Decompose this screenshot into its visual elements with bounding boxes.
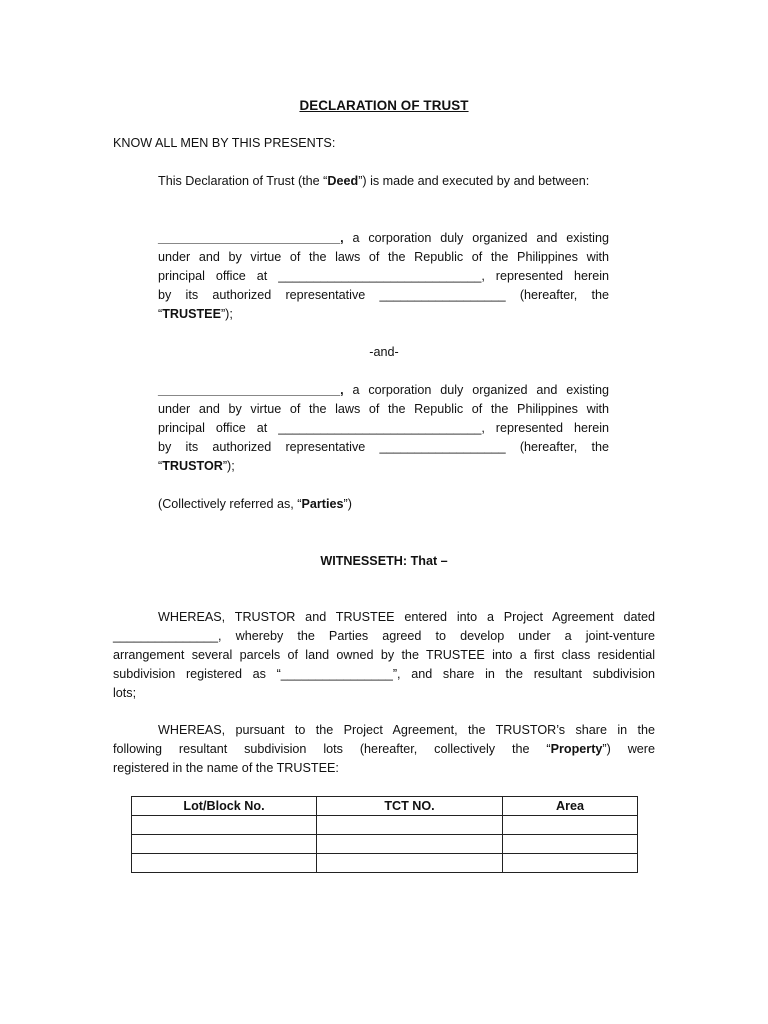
trustor-line-5	[158, 457, 609, 476]
trustor-line-2: under and by virtue of the laws of the Republic of the Philippines with	[158, 402, 609, 416]
header-lot-block: Lot/Block No.	[132, 797, 317, 816]
table-cell	[317, 854, 503, 873]
trustor-line-3: principal office at _____________________________, represented herein	[158, 421, 609, 435]
trustee-line-5	[158, 305, 609, 324]
table-cell	[132, 816, 317, 835]
trustor-label: TRUSTOR	[162, 459, 223, 473]
trustee-quote-open: “	[158, 307, 163, 321]
trustee-line-1-text: a corporation duly organized and existing	[343, 231, 609, 245]
document-title: DECLARATION OF TRUST	[299, 98, 469, 113]
whereas1-line-2: _______________, whereby the Parties agreed to develop under a joint-venture	[113, 629, 655, 643]
trustor-quote-close: ”);	[222, 459, 235, 473]
trustee-line-3: principal office at _____________________________, represented herein	[158, 269, 609, 283]
table-cell	[317, 816, 503, 835]
table-cell	[503, 835, 638, 854]
trustee-line-1	[158, 229, 609, 248]
table-row	[132, 816, 638, 835]
trustor-party-block	[158, 381, 609, 476]
trustor-name-blank: __________________________,	[158, 383, 344, 397]
whereas-paragraph-2	[113, 721, 655, 778]
table-cell	[317, 835, 503, 854]
header-tct-no: TCT NO.	[317, 797, 503, 816]
whereas2-line-2	[113, 740, 655, 759]
opening-line: KNOW ALL MEN BY THIS PRESENTS:	[113, 136, 336, 150]
trustee-line-4: by its authorized representative __________________ (hereafter, the	[158, 288, 609, 302]
table-row	[132, 854, 638, 873]
collective-text-after: ”)	[343, 497, 352, 511]
trustee-label: TRUSTEE	[162, 307, 221, 321]
witnesseth-heading: WITNESSETH: That –	[320, 554, 448, 568]
whereas2-line-3: registered in the name of the TRUSTEE:	[113, 761, 339, 775]
whereas-paragraph-1	[113, 608, 655, 703]
whereas2-text-after: ”) were	[602, 742, 656, 756]
whereas1-line-4: subdivision registered as “________________”, and share in the resultant subdivision	[113, 667, 655, 681]
header-area: Area	[503, 797, 638, 816]
whereas1-line-5: lots;	[113, 686, 137, 700]
whereas2-text-before: following resultant subdivision lots (hereafter, collectively the “	[113, 742, 551, 756]
table-cell	[503, 854, 638, 873]
whereas2-line-1: WHEREAS, pursuant to the Project Agreement, the TRUSTOR’s share in the	[158, 723, 655, 737]
trustee-name-blank: __________________________,	[158, 231, 344, 245]
trustee-line-2: under and by virtue of the laws of the Republic of the Philippines with	[158, 250, 609, 264]
table-cell	[503, 816, 638, 835]
trustor-line-1-text: a corporation duly organized and existing	[343, 383, 609, 397]
intro-bold-deed: Deed	[327, 174, 359, 188]
collective-reference	[158, 495, 352, 514]
property-label: Property	[550, 742, 603, 756]
intro-text-after: ”) is made and executed by and between:	[358, 174, 590, 188]
whereas1-line-1: WHEREAS, TRUSTOR and TRUSTEE entered into a Project Agreement dated	[158, 610, 655, 624]
and-separator: -and-	[369, 345, 399, 359]
trustee-party-block	[158, 229, 609, 324]
whereas1-line-3: arrangement several parcels of land owned by the TRUSTEE into a first class residential	[113, 648, 655, 662]
parties-label: Parties	[301, 497, 344, 511]
table-header-row	[132, 797, 638, 816]
table-cell	[132, 835, 317, 854]
table-row	[132, 835, 638, 854]
intro-text-before: This Declaration of Trust (the “	[158, 174, 328, 188]
trustor-line-4: by its authorized representative __________________ (hereafter, the	[158, 440, 609, 454]
trustor-line-1	[158, 381, 609, 400]
trustee-quote-close: ”);	[220, 307, 233, 321]
property-table	[131, 796, 638, 873]
table-cell	[132, 854, 317, 873]
trustor-quote-open: “	[158, 459, 163, 473]
collective-text-before: (Collectively referred as, “	[158, 497, 302, 511]
intro-paragraph	[158, 172, 589, 191]
